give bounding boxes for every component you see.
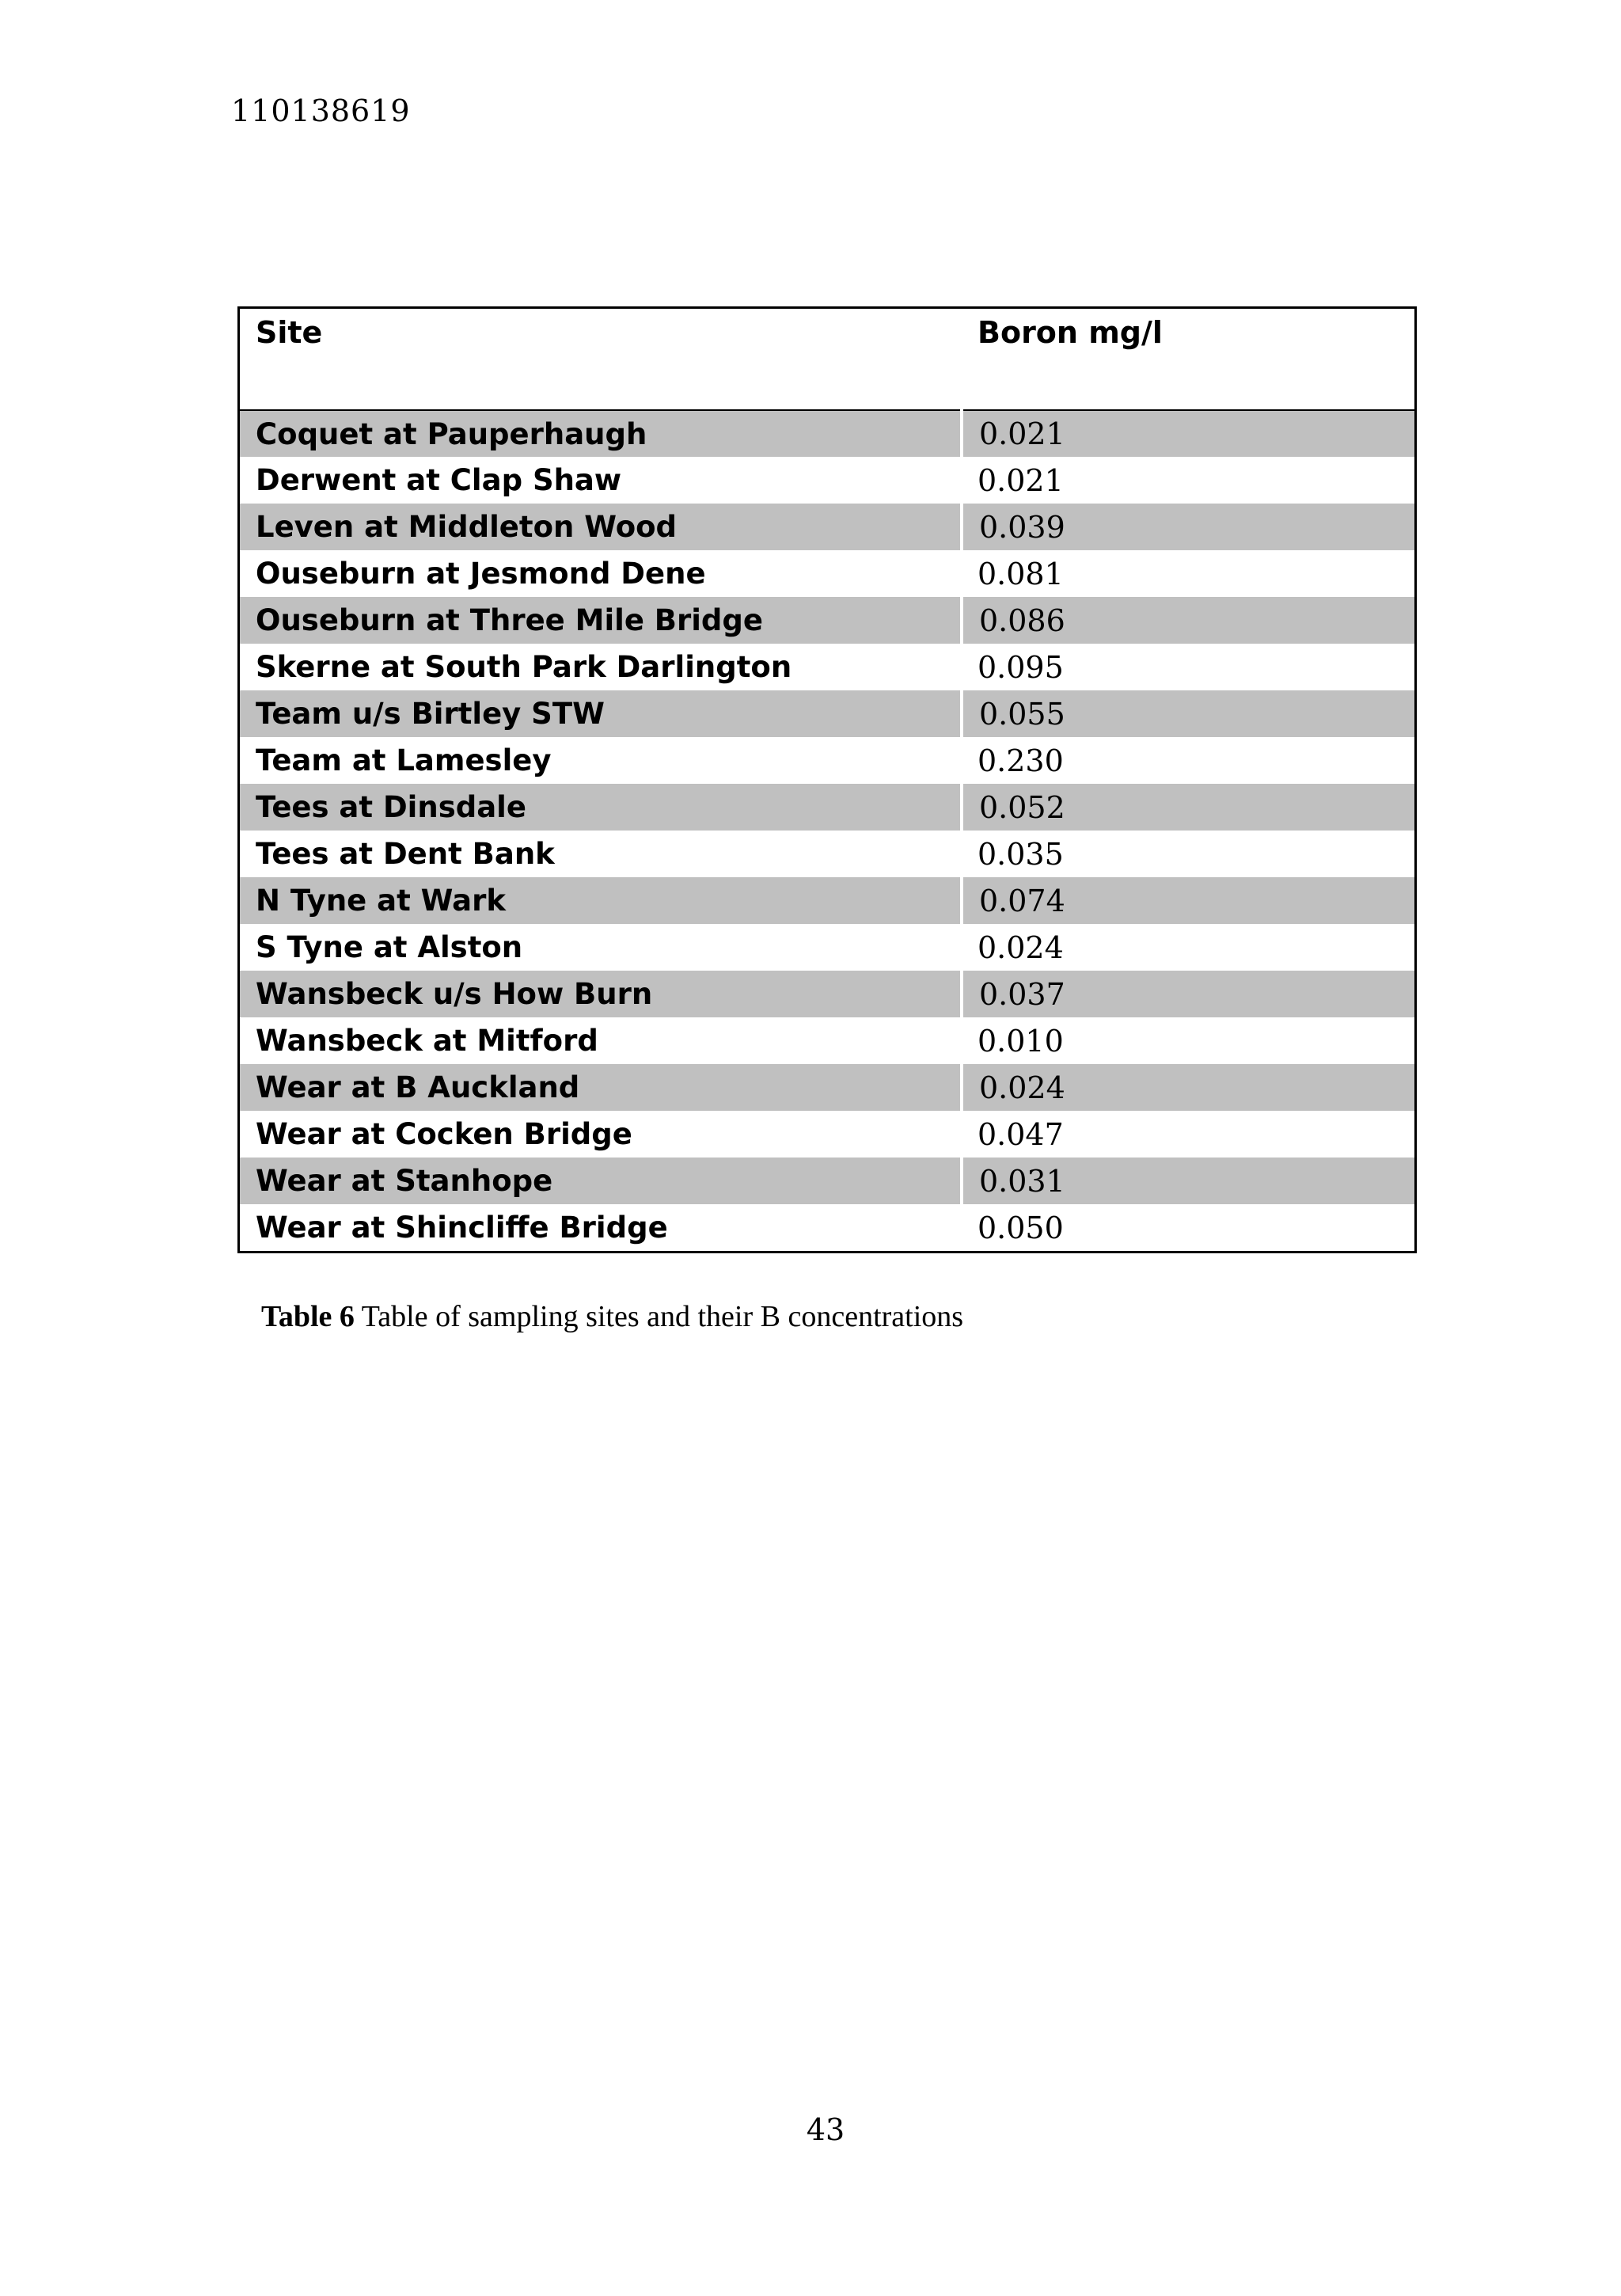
row-boron-value: 0.021	[978, 462, 1064, 498]
row-site: Ouseburn at Jesmond Dene	[256, 557, 706, 591]
row-site: Wansbeck at Mitford	[256, 1024, 598, 1058]
row-boron-value: 0.024	[978, 929, 1064, 965]
row-site: S Tyne at Alston	[256, 930, 523, 964]
boron-table	[237, 306, 1417, 1253]
table-row	[240, 924, 1414, 971]
row-boron-value: 0.081	[978, 556, 1064, 591]
row-site: Wansbeck u/s How Burn	[240, 971, 962, 1017]
table-row	[240, 877, 1414, 924]
row-boron-value: 0.047	[978, 1116, 1064, 1152]
row-boron-value: 0.052	[962, 784, 1414, 831]
row-boron-value: 0.230	[978, 743, 1064, 778]
row-boron-value: 0.021	[962, 410, 1414, 457]
row-boron-value: 0.031	[962, 1158, 1414, 1204]
row-site: N Tyne at Wark	[240, 877, 962, 924]
row-boron-value: 0.024	[962, 1064, 1414, 1111]
row-site: Tees at Dinsdale	[240, 784, 962, 831]
document-id: 110138619	[231, 93, 411, 128]
caption-text: Table of sampling sites and their B concentrations	[354, 1300, 964, 1333]
row-site: Team at Lamesley	[256, 743, 552, 777]
table-row	[240, 1158, 1414, 1204]
row-site: Derwent at Clap Shaw	[256, 463, 622, 497]
row-site: Team u/s Birtley STW	[240, 690, 962, 737]
row-site: Wear at Stanhope	[240, 1158, 962, 1204]
boron-table-grid	[240, 309, 1414, 1251]
table-row	[240, 410, 1414, 457]
table-row	[240, 1111, 1414, 1158]
header-site: Site	[240, 309, 962, 410]
row-boron-value: 0.050	[978, 1210, 1064, 1245]
row-boron-value: 0.055	[962, 690, 1414, 737]
row-site: Ouseburn at Three Mile Bridge	[240, 597, 962, 644]
row-site: Wear at B Auckland	[240, 1064, 962, 1111]
table-row	[240, 831, 1414, 877]
page-number: 43	[806, 2112, 845, 2147]
row-boron-value: 0.074	[962, 877, 1414, 924]
caption-label: Table 6	[261, 1300, 355, 1333]
table-row	[240, 457, 1414, 504]
table-row	[240, 690, 1414, 737]
table-row	[240, 737, 1414, 784]
row-boron-value: 0.010	[978, 1023, 1064, 1059]
table-row	[240, 1064, 1414, 1111]
row-site: Coquet at Pauperhaugh	[240, 410, 962, 457]
row-site: Leven at Middleton Wood	[240, 504, 962, 550]
row-site: Tees at Dent Bank	[256, 837, 555, 871]
row-boron-value: 0.086	[962, 597, 1414, 644]
table-row	[240, 597, 1414, 644]
header-boron: Boron mg/l	[962, 309, 1414, 410]
table-row	[240, 550, 1414, 597]
row-boron-value: 0.035	[978, 836, 1064, 872]
row-boron-value: 0.095	[978, 649, 1064, 685]
table-caption	[261, 1299, 963, 1334]
row-boron-value: 0.039	[962, 504, 1414, 550]
table-row	[240, 971, 1414, 1017]
table-body	[240, 410, 1414, 1251]
table-row	[240, 1017, 1414, 1064]
row-site: Wear at Cocken Bridge	[256, 1117, 632, 1151]
table-row	[240, 784, 1414, 831]
row-site: Wear at Shincliffe Bridge	[256, 1211, 668, 1245]
row-site: Skerne at South Park Darlington	[256, 650, 792, 684]
row-boron-value: 0.037	[962, 971, 1414, 1017]
table-row	[240, 504, 1414, 550]
table-header-row	[240, 309, 1414, 410]
table-row	[240, 644, 1414, 690]
table-row	[240, 1204, 1414, 1251]
